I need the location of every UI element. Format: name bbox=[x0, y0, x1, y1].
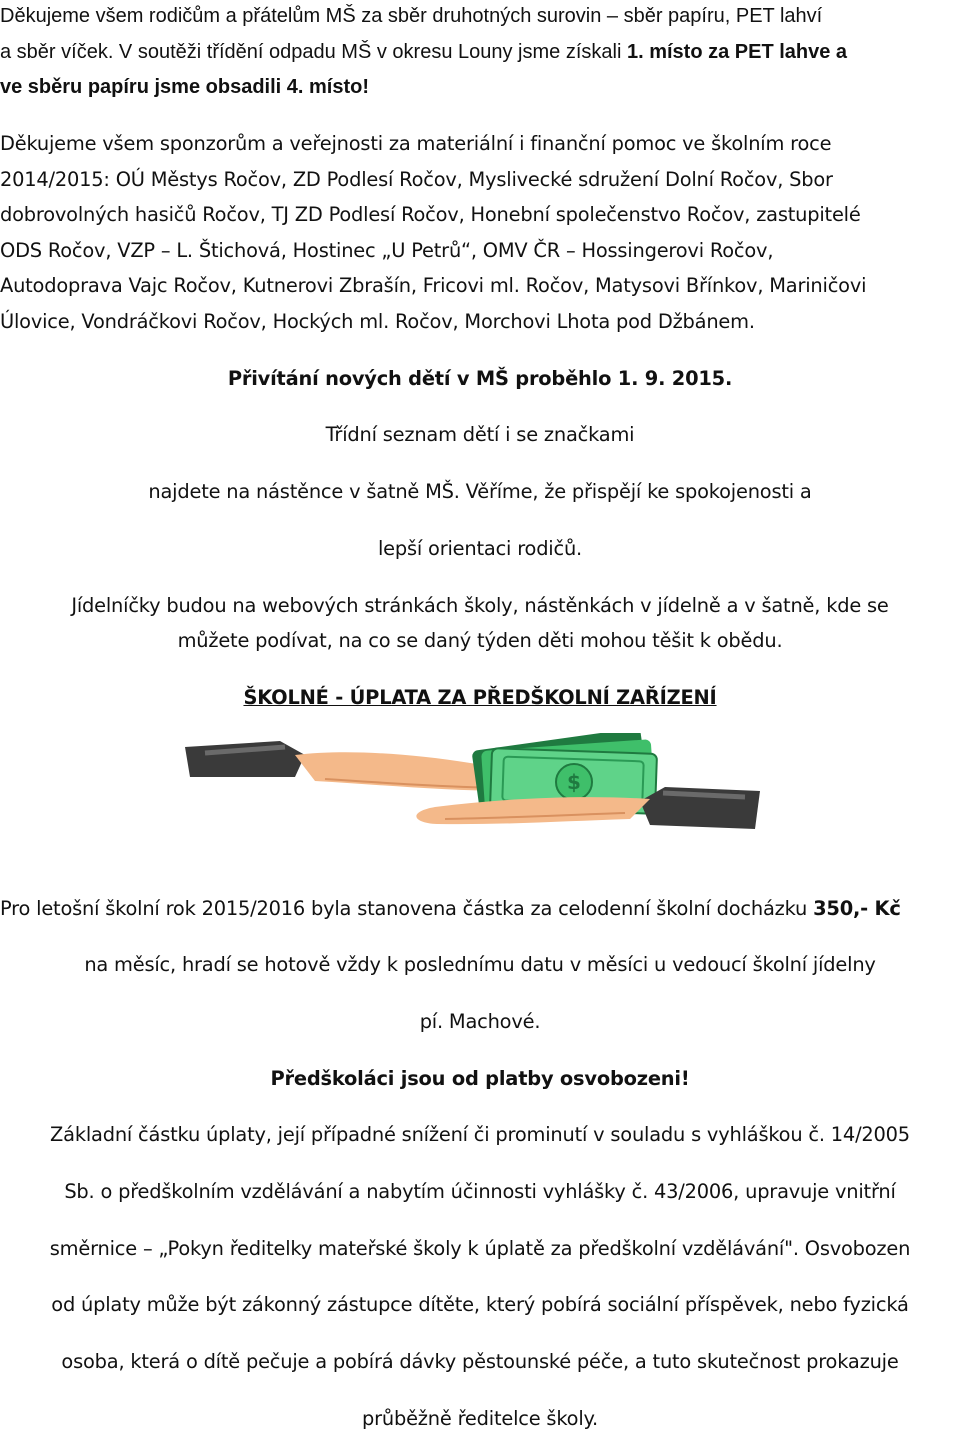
intro-line-3: ve sběru papíru jsme obsadili 4. místo! bbox=[0, 76, 369, 98]
svg-text:$: $ bbox=[567, 770, 581, 794]
fees-line-1 bbox=[0, 895, 960, 923]
sponsors-line-3: dobrovolných hasičů Ročov, TJ ZD Podlesí Ročov, Honební společenstvo Ročov, zastupitelé bbox=[0, 203, 861, 226]
fees-basis-line-3: směrnice – „Pokyn ředitelky mateřské školy k úplatě za předškolní vzdělávání". Osvobozen bbox=[49, 1237, 911, 1260]
intro-line-2-text: a sběr víček. V soutěži třídění odpadu MŠ v okresu Louny jsme získali bbox=[0, 41, 627, 63]
fees-basis-line-4: od úplaty může být zákonný zástupce dítěte, který pobírá sociální příspěvek, nebo fyzická bbox=[51, 1293, 909, 1316]
fees-basis-line-1: Základní částku úplaty, její případné snížení či prominutí v souladu s vyhláškou č. 14/2005 bbox=[50, 1123, 910, 1146]
sponsors-line-1: Děkujeme všem sponzorům a veřejnosti za materiální i finanční pomoc ve školním roce bbox=[0, 132, 832, 155]
fees-exempt: Předškoláci jsou od platby osvobozeni! bbox=[270, 1067, 690, 1090]
menus-line-2: můžete podívat, na co se daný týden děti mohou těšit k obědu. bbox=[177, 629, 783, 652]
fees-amount: 350,- Kč bbox=[813, 897, 901, 920]
intro-line-2 bbox=[0, 38, 960, 66]
fees-line-3: pí. Machové. bbox=[419, 1010, 541, 1033]
welcome-line-3: lepší orientaci rodičů. bbox=[377, 537, 583, 560]
intro-line-1: Děkujeme všem rodičům a přátelům MŠ za sběr druhotných surovin – sběr papíru, PET lahví bbox=[0, 5, 823, 27]
sponsors-line-2: 2014/2015: OÚ Městys Ročov, ZD Podlesí Ročov, Myslivecké sdružení Dolní Ročov, Sbor bbox=[0, 168, 833, 191]
fees-line-2: na měsíc, hradí se hotově vždy k poslednímu datu v měsíci u vedoucí školní jídelny bbox=[84, 953, 876, 976]
fees-line-1-text: Pro letošní školní rok 2015/2016 byla stanovena částka za celodenní školní docházku bbox=[0, 897, 814, 920]
menus-line-1: Jídelníčky budou na webových stránkách školy, nástěnkách v jídelně a v šatně, kde se bbox=[71, 594, 889, 617]
fees-heading: ŠKOLNÉ - ÚPLATA ZA PŘEDŠKOLNÍ ZAŘÍZENÍ bbox=[243, 686, 717, 709]
welcome-heading: Přivítání nových dětí v MŠ proběhlo 1. 9. 2015. bbox=[227, 367, 733, 390]
sponsors-line-4: ODS Ročov, VZP – L. Štichová, Hostinec „U Petrů“, OMV ČR – Hossingerovi Ročov, bbox=[0, 239, 774, 262]
intro-line-2-bold: 1. místo za PET lahve a bbox=[626, 41, 848, 63]
fees-basis-line-5: osoba, která o dítě pečuje a pobírá dávky pěstounské péče, a tuto skutečnost prokazuje bbox=[61, 1350, 899, 1373]
hands-passing-money-icon bbox=[185, 733, 760, 833]
fees-basis-line-6: průběžně ředitelce školy. bbox=[362, 1407, 598, 1430]
welcome-line-1: Třídní seznam dětí i se značkami bbox=[325, 423, 635, 446]
fees-basis-line-2: Sb. o předškolním vzdělávání a nabytím účinnosti vyhlášky č. 43/2006, upravuje vnitřní bbox=[64, 1180, 896, 1203]
sponsors-line-6: Úlovice, Vondráčkovi Ročov, Hockých ml. Ročov, Morchovi Lhota pod Džbánem. bbox=[0, 310, 755, 333]
welcome-line-2: najdete na nástěnce v šatně MŠ. Věříme, že přispějí ke spokojenosti a bbox=[148, 480, 812, 503]
sponsors-line-5: Autodoprava Vajc Ročov, Kutnerovi Zbrašín, Fricovi ml. Ročov, Matysovi Břínkov, Mariničovi bbox=[0, 274, 867, 297]
